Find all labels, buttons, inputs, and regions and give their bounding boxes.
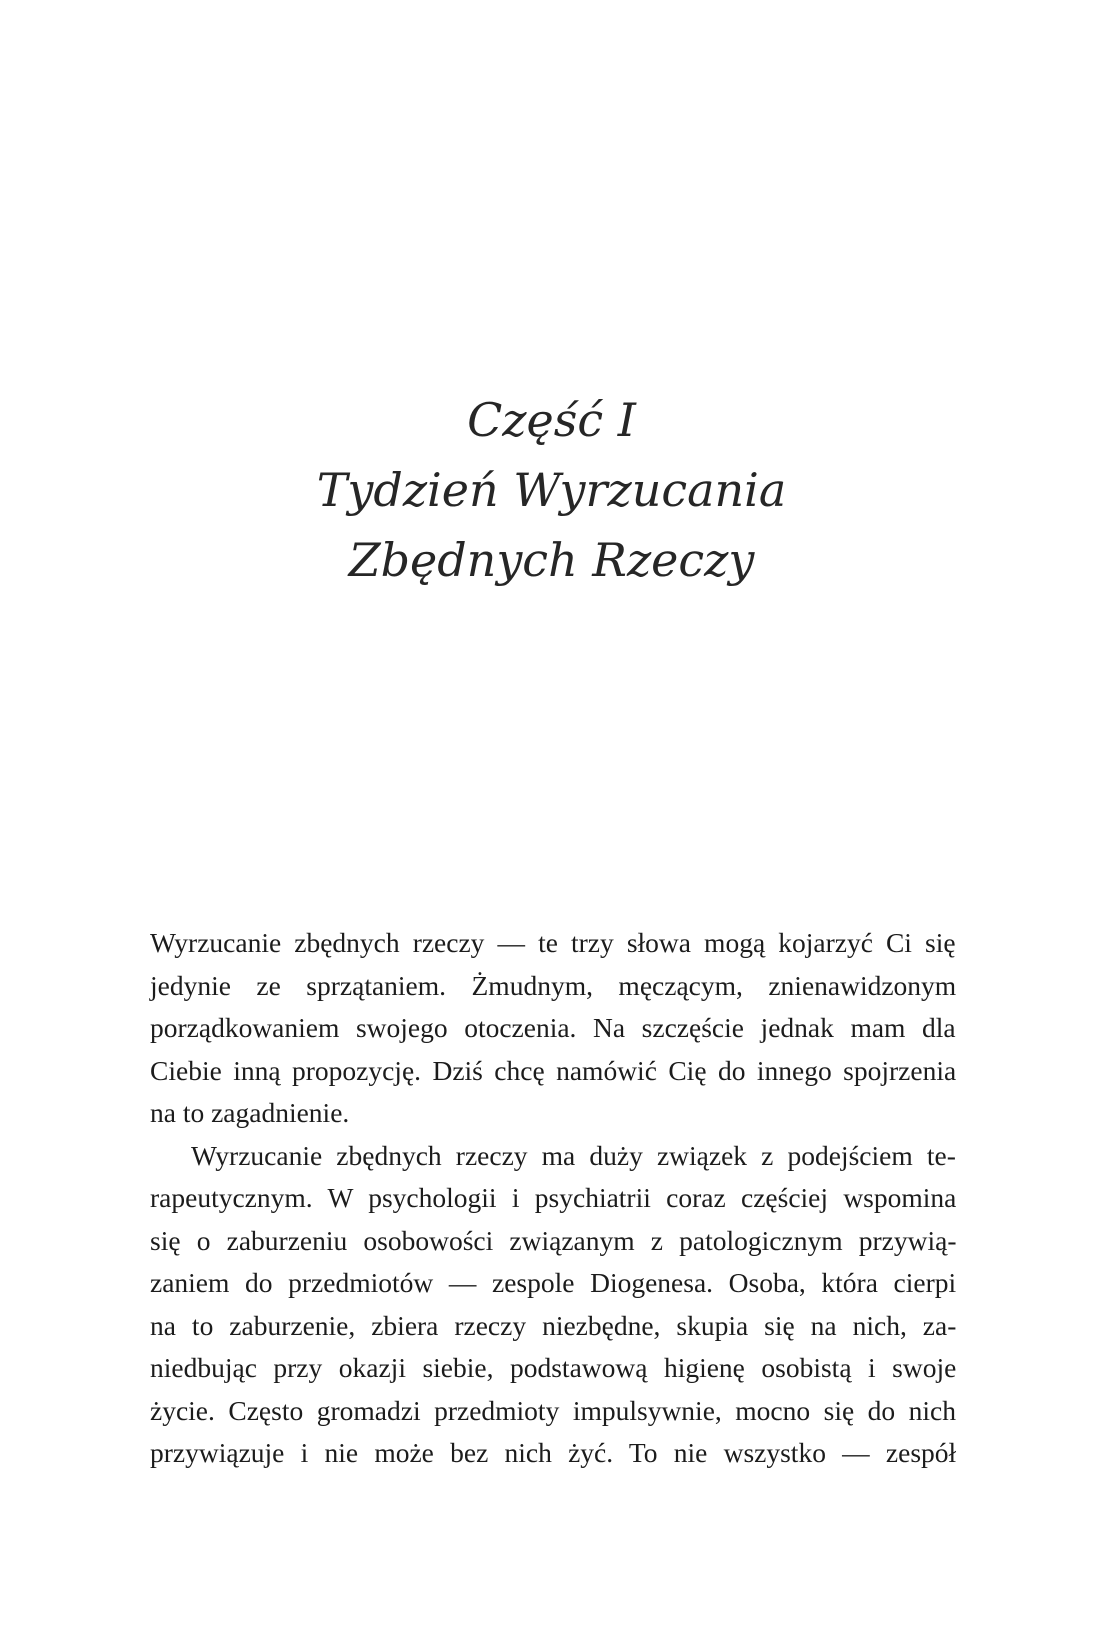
text-line: na to zagadnienie.	[150, 1097, 350, 1128]
part-heading	[0, 385, 1103, 595]
paragraph-2	[150, 1135, 956, 1475]
text-line: przywiązuje i nie może bez nich żyć. To nie wszystko — zespół	[150, 1437, 957, 1468]
part-title-line-1: Tydzień Wyrzucania	[316, 463, 787, 517]
text-line: jedynie ze sprzątaniem. Żmudnym, męczącym, znienawidzonym	[150, 969, 957, 1001]
text-line: Wyrzucanie zbędnych rzeczy — te trzy słowa mogą kojarzyć Ci się	[150, 927, 956, 958]
text-line: rapeutycznym. W psychologii i psychiatrii coraz częściej wspomina	[150, 1182, 957, 1213]
text-line: niedbując przy okazji siebie, podstawową higienę osobistą i swoje	[150, 1352, 957, 1383]
text-line: Ciebie inną propozycję. Dziś chcę namówić Cię do innego spojrzenia	[150, 1054, 957, 1086]
text-line: życie. Często gromadzi przedmioty impulsywnie, mocno się do nich	[150, 1394, 957, 1426]
part-label: Część I	[467, 393, 636, 447]
text-line: Wyrzucanie zbędnych rzeczy ma duży związek z podejściem te-	[191, 1139, 956, 1171]
paragraph-1	[150, 922, 956, 1135]
text-line: na to zaburzenie, zbiera rzeczy niezbędne, skupia się na nich, za-	[150, 1309, 957, 1341]
text-line: porządkowaniem swojego otoczenia. Na szczęście jednak mam dla	[150, 1012, 956, 1043]
text-line: zaniem do przedmiotów — zespole Diogenesa. Osoba, która cierpi	[150, 1267, 957, 1298]
body-text	[150, 922, 956, 1475]
text-line: się o zaburzeniu osobowości związanym z patologicznym przywią-	[150, 1224, 957, 1256]
part-title-line-2: Zbędnych Rzeczy	[348, 533, 755, 587]
